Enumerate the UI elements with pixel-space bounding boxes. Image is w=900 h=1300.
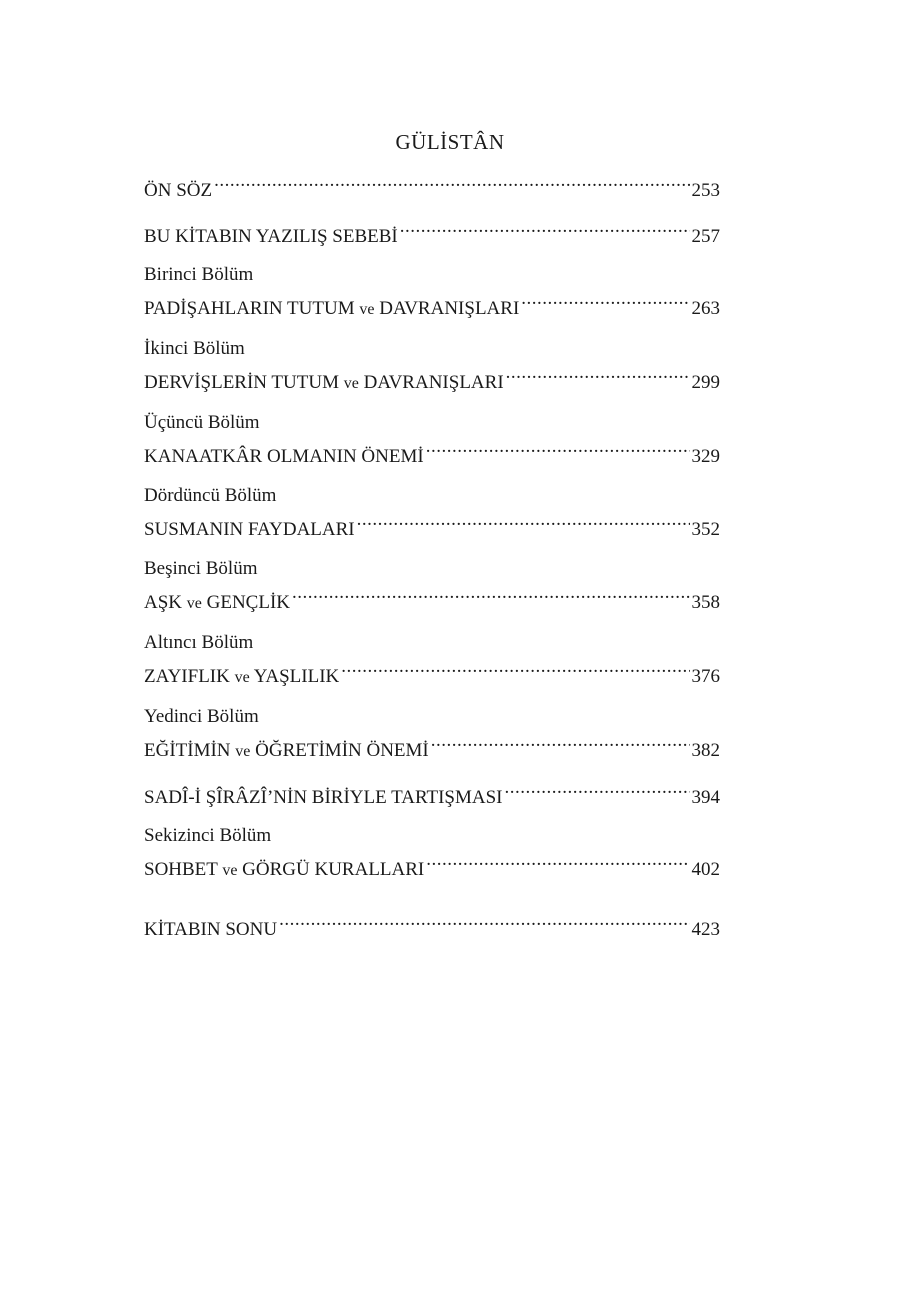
page-number: 263 [691, 298, 720, 319]
toc-entry [144, 216, 720, 250]
entry-title: KANAATKÂR OLMANIN ÖNEMİ [144, 446, 424, 467]
entry-title: PADİŞAHLARIN TUTUM ve DAVRANIŞLARI [144, 298, 520, 319]
dot-leader [426, 849, 689, 875]
dot-leader [431, 730, 690, 756]
page-number: 253 [691, 180, 720, 201]
toc-line [144, 216, 720, 250]
entry-title: EĞİTİMİN ve ÖĞRETİMİN ÖNEMİ [144, 740, 429, 761]
page-number: 358 [691, 592, 720, 613]
toc-entry [144, 483, 720, 543]
page-number: 423 [691, 919, 720, 940]
dot-leader [292, 582, 689, 608]
toc-line [144, 436, 720, 470]
entry-title: KİTABIN SONU [144, 919, 278, 940]
section-label: İkinci Bölüm [144, 338, 245, 359]
toc-entry [144, 170, 720, 204]
dot-leader [521, 288, 689, 314]
page-number: 382 [691, 740, 720, 761]
toc-line [144, 849, 720, 884]
toc-line [144, 909, 720, 943]
toc-entry [144, 410, 720, 470]
page-number: 394 [691, 787, 720, 808]
toc-entry [144, 777, 720, 811]
toc-entry [144, 909, 720, 943]
toc-entry [144, 630, 720, 691]
toc-entry [144, 336, 720, 397]
toc-line [144, 170, 720, 204]
dot-leader [506, 362, 690, 388]
page-number: 257 [691, 226, 720, 247]
dot-leader [505, 777, 690, 803]
dot-leader [341, 656, 689, 682]
section-label: Beşinci Bölüm [144, 558, 258, 579]
toc-line [144, 582, 720, 617]
section-label: Altıncı Bölüm [144, 632, 254, 653]
page-number: 299 [691, 372, 720, 393]
entry-title: DERVİŞLERİN TUTUM ve DAVRANIŞLARI [144, 372, 504, 393]
entry-title: SUSMANIN FAYDALARI [144, 519, 355, 540]
toc-entry [144, 262, 720, 323]
toc-line [144, 509, 720, 543]
page-number: 376 [691, 666, 720, 687]
dot-leader [426, 436, 690, 462]
section-label: Üçüncü Bölüm [144, 412, 260, 433]
toc-line [144, 730, 720, 765]
entry-title: ÖN SÖZ [144, 180, 213, 201]
contents-heading: GÜLİSTÂN [395, 130, 505, 154]
page-number: 402 [691, 859, 720, 880]
toc-line [144, 288, 720, 323]
entry-title: SOHBET ve GÖRGÜ KURALLARI [144, 859, 425, 880]
dot-leader [279, 909, 689, 935]
dot-leader [214, 170, 689, 196]
page-number: 329 [691, 446, 720, 467]
section-label: Yedinci Bölüm [144, 706, 259, 727]
dot-leader [357, 509, 690, 535]
entry-title: SADÎ-İ ŞÎRÂZÎ’NİN BİRİYLE TARTIŞMASI [144, 787, 503, 808]
section-label: Birinci Bölüm [144, 264, 254, 285]
entry-title: BU KİTABIN YAZILIŞ SEBEBİ [144, 226, 398, 247]
page-number: 352 [691, 519, 720, 540]
section-label: Sekizinci Bölüm [144, 825, 272, 846]
table-of-contents [144, 170, 720, 955]
toc-line [144, 362, 720, 397]
entry-title: AŞK ve GENÇLİK [144, 592, 291, 613]
dot-leader [400, 216, 690, 242]
entry-title: ZAYIFLIK ve YAŞLILIK [144, 666, 340, 687]
toc-entry [144, 556, 720, 617]
toc-entry [144, 823, 720, 884]
toc-line [144, 777, 720, 811]
toc-line [144, 656, 720, 691]
section-label: Dördüncü Bölüm [144, 485, 277, 506]
toc-entry [144, 704, 720, 765]
